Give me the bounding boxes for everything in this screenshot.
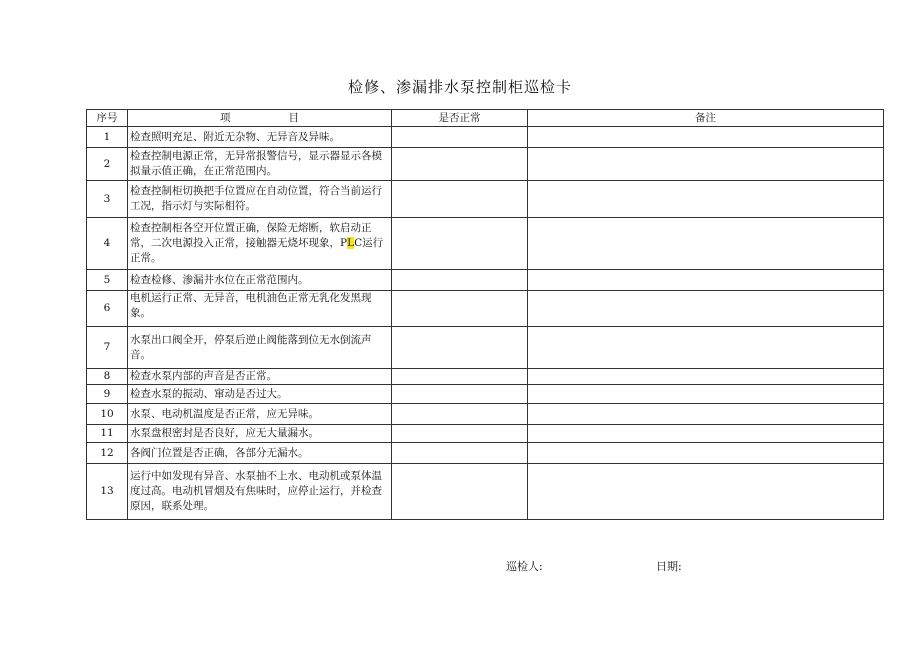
table-row (87, 425, 884, 443)
row-number: 8 (87, 369, 128, 385)
row-normal-cell[interactable] (392, 369, 528, 385)
table-row (87, 181, 884, 218)
row-remark-cell[interactable] (528, 425, 884, 443)
row-item: 电机运行正常、无异音，电机油色正常无乳化发黑现象。 (128, 291, 392, 327)
row-remark-cell[interactable] (528, 270, 884, 291)
row-number: 3 (87, 181, 128, 218)
row-normal-cell[interactable] (392, 443, 528, 464)
row-item (128, 218, 392, 270)
row-number: 2 (87, 148, 128, 181)
table-row (87, 291, 884, 327)
row-number: 12 (87, 443, 128, 464)
row-remark-cell[interactable] (528, 464, 884, 520)
header-row (87, 110, 884, 127)
row-remark-cell[interactable] (528, 385, 884, 404)
row-item: 检查控制电源正常，无异常报警信号，显示器显示各模拟量示值正确，在正常范围内。 (128, 148, 392, 181)
row-item: 水泵、电动机温度是否正常，应无异味。 (128, 404, 392, 425)
inspector-label: 巡检人: (506, 560, 543, 573)
table-row (87, 443, 884, 464)
row-normal-cell[interactable] (392, 270, 528, 291)
row-remark-cell[interactable] (528, 218, 884, 270)
row-item: 各阀门位置是否正确，各部分无漏水。 (128, 443, 392, 464)
row-remark-cell[interactable] (528, 327, 884, 369)
row-number: 1 (87, 127, 128, 148)
table-row (87, 385, 884, 404)
row-number: 6 (87, 291, 128, 327)
row-remark-cell[interactable] (528, 127, 884, 148)
header-remark: 备注 (528, 110, 884, 127)
table-row (87, 127, 884, 148)
row-item: 检查照明充足、附近无杂物、无异音及异味。 (128, 127, 392, 148)
row-number: 13 (87, 464, 128, 520)
row-number: 4 (87, 218, 128, 270)
table-row (87, 404, 884, 425)
row-remark-cell[interactable] (528, 404, 884, 425)
row-normal-cell[interactable] (392, 148, 528, 181)
row-remark-cell[interactable] (528, 291, 884, 327)
table-row (87, 369, 884, 385)
table-row (87, 270, 884, 291)
row-remark-cell[interactable] (528, 181, 884, 218)
row-item: 检查控制柜切换把手位置应在自动位置，符合当前运行工况，指示灯与实际相符。 (128, 181, 392, 218)
row-number: 9 (87, 385, 128, 404)
row-normal-cell[interactable] (392, 127, 528, 148)
row-item: 水泵盘根密封是否良好，应无大量漏水。 (128, 425, 392, 443)
table-row (87, 464, 884, 520)
table-row (87, 218, 884, 270)
header-item-left: 项 (220, 111, 231, 124)
table-row (87, 327, 884, 369)
header-normal: 是否正常 (392, 110, 528, 127)
row-item: 运行中如发现有异音、水泵抽不上水、电动机或泵体温度过高。电动机冒烟及有焦味时，应停止运行，并检查原因，联系处理。 (128, 464, 392, 520)
highlighted-char: L (347, 237, 355, 249)
row-item: 检查水泵内部的声音是否正常。 (128, 369, 392, 385)
row-normal-cell[interactable] (392, 291, 528, 327)
row-normal-cell[interactable] (392, 425, 528, 443)
row-item: 检查检修、渗漏井水位在正常范围内。 (128, 270, 392, 291)
row-number: 5 (87, 270, 128, 291)
row-number: 11 (87, 425, 128, 443)
row-normal-cell[interactable] (392, 385, 528, 404)
row-item-text-b: C运行正常。 (130, 237, 384, 264)
row-normal-cell[interactable] (392, 404, 528, 425)
row-remark-cell[interactable] (528, 369, 884, 385)
row-normal-cell[interactable] (392, 464, 528, 520)
table-row (87, 148, 884, 181)
row-remark-cell[interactable] (528, 148, 884, 181)
row-normal-cell[interactable] (392, 181, 528, 218)
row-number: 10 (87, 404, 128, 425)
row-item: 检查水泵的振动、窜动是否过大。 (128, 385, 392, 404)
header-index: 序号 (87, 110, 128, 127)
date-label: 日期: (656, 560, 682, 573)
row-item-text-a: 检查控制柜各空开位置正确，保险无熔断，软启动正常，二次电源投入正常，接触器无烧坏现象，P (130, 222, 372, 249)
row-remark-cell[interactable] (528, 443, 884, 464)
inspection-table (86, 109, 884, 520)
header-item (128, 110, 392, 127)
row-normal-cell[interactable] (392, 218, 528, 270)
row-item: 水泵出口阀全开，停泵后逆止阀能落到位无水倒流声音。 (128, 327, 392, 369)
card-title: 检修、渗漏排水泵控制柜巡检卡 (347, 78, 572, 96)
row-number: 7 (87, 327, 128, 369)
row-normal-cell[interactable] (392, 327, 528, 369)
header-item-right: 目 (288, 111, 299, 124)
